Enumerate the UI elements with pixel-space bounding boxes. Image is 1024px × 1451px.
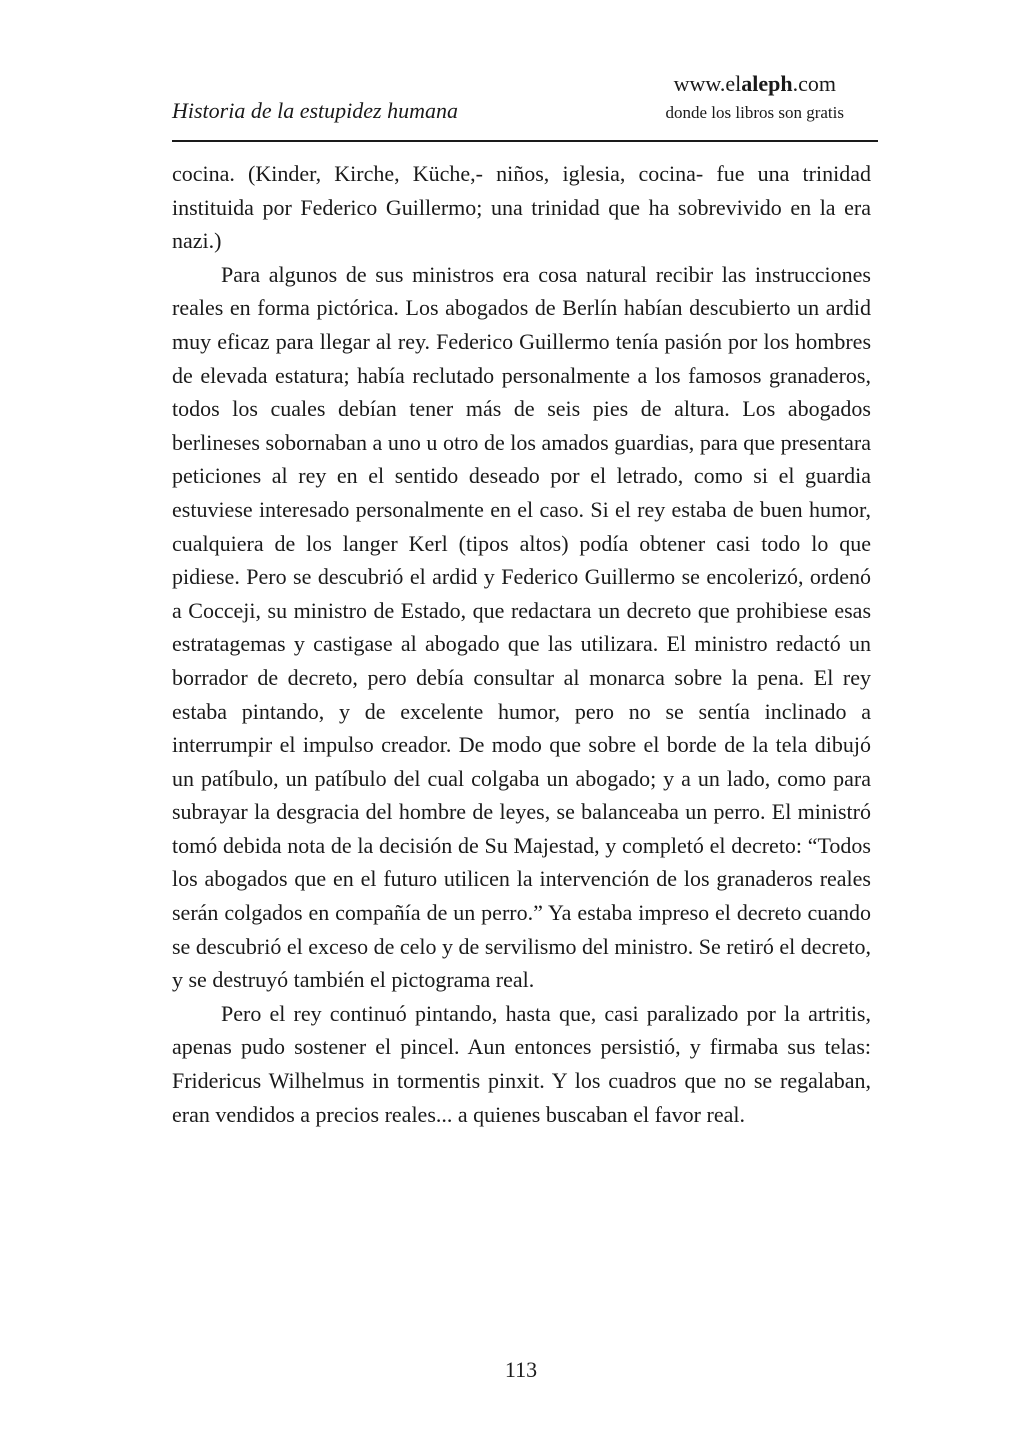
site-url-prefix: www.el: [673, 71, 742, 96]
paragraph: Pero el rey continuó pintando, hasta que, casi paralizado por la artritis, apenas pudo sostener el pincel. Aun entonces persistió, y firmaba sus telas: Fridericus Wilhelmus in tormentis pinxit. Y los cuadros que no se regalaban, eran vendidos a precios reales... a quienes buscaban el favor real.: [172, 1000, 871, 1127]
book-title: Historia de la estupidez humana: [172, 98, 458, 123]
site-url-brand: aleph: [741, 71, 793, 96]
page-number: 113: [504, 1357, 538, 1382]
site-url-suffix: .com: [792, 71, 836, 96]
body-text: [172, 157, 871, 1131]
site-tagline: donde los libros son gratis: [665, 103, 844, 122]
site-url: [674, 71, 836, 97]
paragraph-continued: cocina. (Kinder, Kirche, Küche,- niños, iglesia, cocina- fue una trinidad instituida por Federico Guillermo; una trinidad que ha sobrevivido en la era nazi.): [172, 161, 871, 254]
paragraph: Para algunos de sus ministros era cosa natural recibir las instrucciones reales en forma pictórica. Los abogados de Berlín habían descubierto un ardid muy eficaz para llegar al rey. Federico Guillermo tenía pasión por los hombres de elevada estatura; había reclutado personalmente a los famosos granaderos, todos los cuales debían tener más de seis pies de altura. Los abogados berlineses sobornaban a uno u otro de los amados guardias, para que presentara peticiones al rey en el sentido deseado por el letrado, como si el guardia estuviese interesado personalmente en el caso. Si el rey estaba de buen humor, cualquiera de los langer Kerl (tipos altos) podía obtener casi todo lo que pidiese. Pero se descubrió el ardid y Federico Guillermo se encolerizó, ordenó a Cocceji, su ministro de Estado, que redactara un decreto que prohibiese esas estratagemas y castigase al abogado que las utilizara. El ministro redactó un borrador de decreto, pero debía consultar al monarca sobre la pena. El rey estaba pintando, y de excelente humor, pero no se sentía inclinado a interrumpir el impulso creador. De modo que sobre el borde de la tela dibujó un patíbulo, un patíbulo del cual colgaba un abogado; y a un lado, como para subrayar la desgracia del hombre de leyes, se balanceaba un perro. El ministró tomó debida nota de la decisión de Su Majestad, y completó el decreto: “Todos los abogados que en el futuro utilicen la intervención de los granaderos reales serán colgados en compañía de un perro.” Ya estaba impreso el decreto cuando se descubrió el exceso de celo y de servilismo del ministro. Se retiró el decreto, y se destruyó también el pictograma real.: [172, 261, 871, 993]
page-header: [172, 66, 878, 142]
